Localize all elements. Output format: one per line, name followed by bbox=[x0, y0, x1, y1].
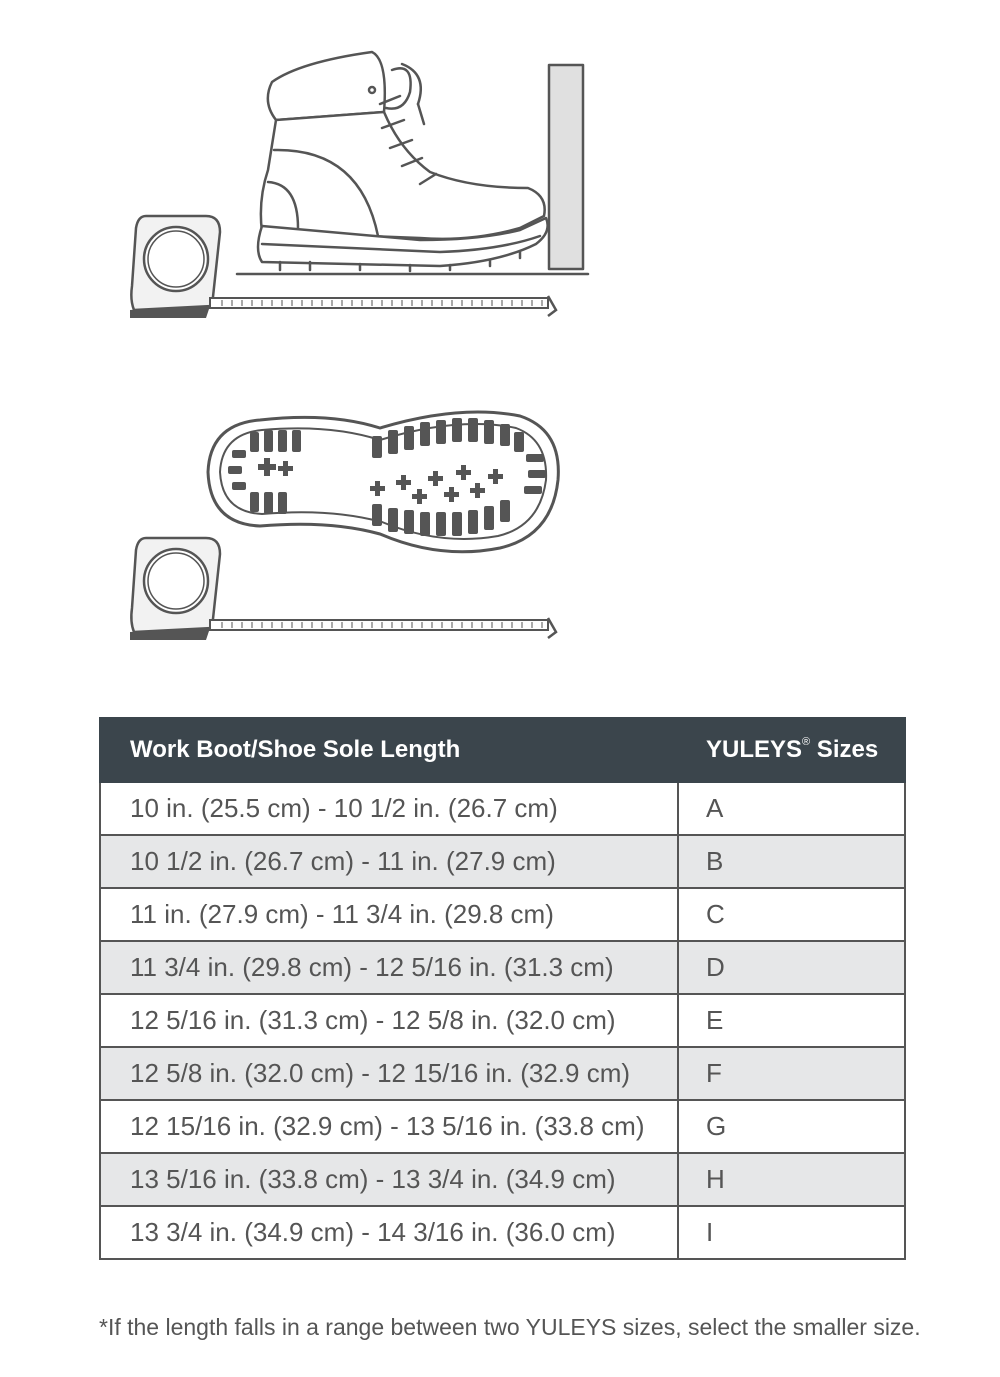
table-row bbox=[100, 1153, 905, 1206]
boot-side-view-icon bbox=[237, 52, 588, 274]
length-cell: 11 in. (27.9 cm) - 11 3/4 in. (29.8 cm) bbox=[100, 888, 678, 941]
size-chart-table bbox=[99, 717, 906, 1260]
length-cell: 12 5/16 in. (31.3 cm) - 12 5/8 in. (32.0 cm) bbox=[100, 994, 678, 1047]
table-row bbox=[100, 888, 905, 941]
table-row bbox=[100, 994, 905, 1047]
brand-name: YULEYS bbox=[706, 736, 803, 763]
size-cell: H bbox=[678, 1153, 905, 1206]
size-cell: A bbox=[678, 782, 905, 835]
sizes-column-header bbox=[678, 718, 905, 782]
length-cell: 13 5/16 in. (33.8 cm) - 13 3/4 in. (34.9 cm) bbox=[100, 1153, 678, 1206]
table-header-row bbox=[100, 718, 905, 782]
size-cell: B bbox=[678, 835, 905, 888]
length-cell: 10 in. (25.5 cm) - 10 1/2 in. (26.7 cm) bbox=[100, 782, 678, 835]
size-cell: I bbox=[678, 1206, 905, 1259]
table-row bbox=[100, 782, 905, 835]
table-row bbox=[100, 1206, 905, 1259]
length-cell: 11 3/4 in. (29.8 cm) - 12 5/16 in. (31.3 cm) bbox=[100, 941, 678, 994]
length-column-header: Work Boot/Shoe Sole Length bbox=[100, 718, 678, 782]
measurement-illustration bbox=[0, 0, 1000, 680]
table-row bbox=[100, 835, 905, 888]
length-cell: 13 3/4 in. (34.9 cm) - 14 3/16 in. (36.0 cm) bbox=[100, 1206, 678, 1259]
table-row bbox=[100, 1100, 905, 1153]
size-cell: F bbox=[678, 1047, 905, 1100]
size-cell: D bbox=[678, 941, 905, 994]
boot-sole-view-icon bbox=[208, 412, 558, 552]
size-cell: G bbox=[678, 1100, 905, 1153]
length-cell: 12 5/8 in. (32.0 cm) - 12 15/16 in. (32.9 cm) bbox=[100, 1047, 678, 1100]
tape-measure-bottom-icon bbox=[130, 538, 556, 640]
size-cell: C bbox=[678, 888, 905, 941]
table-row bbox=[100, 1047, 905, 1100]
length-cell: 12 15/16 in. (32.9 cm) - 13 5/16 in. (33.8 cm) bbox=[100, 1100, 678, 1153]
footnote: *If the length falls in a range between two YULEYS sizes, select the smaller size. bbox=[99, 1314, 921, 1340]
size-cell: E bbox=[678, 994, 905, 1047]
sizes-label: Sizes bbox=[810, 736, 879, 763]
table-row bbox=[100, 941, 905, 994]
length-cell: 10 1/2 in. (26.7 cm) - 11 in. (27.9 cm) bbox=[100, 835, 678, 888]
registered-mark: ® bbox=[802, 736, 811, 748]
